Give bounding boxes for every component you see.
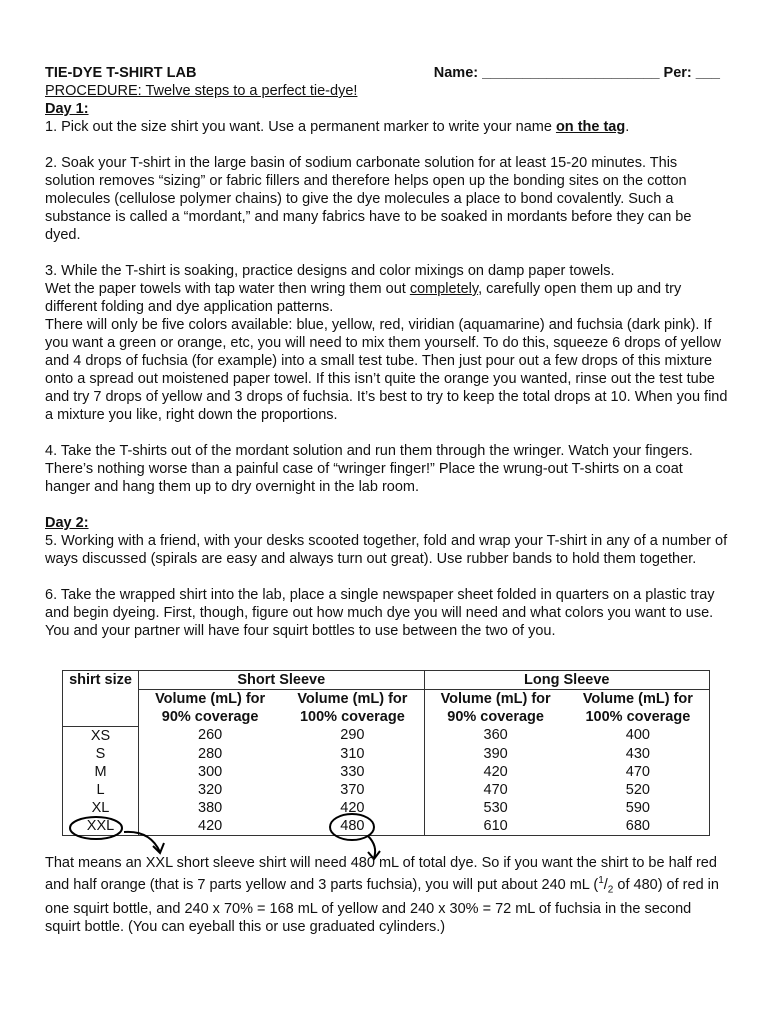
table-row: XXL 420 480 610 680 [63,817,710,836]
table-row: XS 260 290 360 400 [63,726,710,745]
step-3-intro: 3. While the T-shirt is soaking, practice designs and color mixings on damp paper towels. [45,263,615,279]
step-5: 5. Working with a friend, with your desks scooted together, fold and wrap your T-shirt in any of a number of ways discussed (spirals are easy and always turn out great). Use rubber bands to hold them together. [45,533,728,567]
step-3-towels: Wet the paper towels with tap water then wring them out completely, carefully open them up and try different folding and dye application patterns. [45,281,682,315]
step-3-colors: There will only be five colors available: blue, yellow, red, viridian (aquamarine) and fuchsia (dark pink). If you want a green or orange, etc, you will need to mix them yourself. To do this, squeeze 6 drops of yellow and 4 drops of fuchsia (for example) into a small test tube. Then just pour out a few drops of this mixture onto a spread out moistened paper towel. If this isn’t quite the orange you wanted, rinse out the test tube and try 7 drops of yellow and 3 drops of fuchsia. It’s best to try to keep the total drops at 10. When you find a mixture you like, right down the proportions. [45,317,728,423]
table-row: S 280 310 390 430 [63,745,710,763]
day2-heading: Day 2: [45,515,89,531]
step-2: 2. Soak your T-shirt in the large basin of sodium carbonate solution for at least 15-20 minutes. This solution removes “sizing” or fabric fillers and therefore helps open up the bonding sites on the cotton molecules (cellulose polymer chains) to give the dye molecules a place to bond covalently. Such a substance is called a “mordant,” and many fabrics have to be soaked in mordants before they can be dyed. [45,155,692,243]
short-sleeve-header: Short Sleeve [139,671,425,690]
lab-title: TIE-DYE T-SHIRT LAB [45,65,197,81]
document-body [45,64,730,640]
day1-heading: Day 1: [45,101,89,117]
table-row: M 300 330 420 470 [63,763,710,781]
dye-volume-table [62,670,710,836]
long-100-header: Volume (mL) for 100% coverage [567,690,710,727]
example-paragraph: That means an XXL short sleeve shirt will need 480 mL of total dye. So if you want the shirt to be half red and half orange (that is 7 parts yellow and 3 parts fuchsia), you will put about 240 mL ($^1/_2$ of 480) of red in one squirt bottle, and 240 x 70% = 168 mL of yellow and 240 x 30% = 72 mL of fuchsia in the second squirt bottle. (You can eyeball this or use graduated cylinders.) [45,855,719,935]
table-row: L 320 370 470 520 [63,781,710,799]
procedure-heading: PROCEDURE: Twelve steps to a perfect tie-dye! [45,83,358,99]
name-period-line: Name: ______________________ Per: ___ [433,65,720,81]
long-90-header: Volume (mL) for 90% coverage [440,691,551,725]
table-row: XL 380 420 530 590 [63,799,710,817]
short-90-header: Volume (mL) for 90% coverage [155,691,266,725]
step-1: 1. Pick out the size shirt you want. Use a permanent marker to write your name on the tag. [45,119,630,135]
step-4: 4. Take the T-shirts out of the mordant solution and run them through the wringer. Watch your fingers. There’s nothing worse than a painful case of “wringer finger!” Place the wrung-out T-shirts on a coat hanger and hang them up to dry overnight in the lab room. [45,443,693,495]
completely-emphasis: completely [409,281,479,297]
step-6: 6. Take the wrapped shirt into the lab, place a single newspaper sheet folded in quarters on a plastic tray and begin dyeing. First, though, figure out how much dye you will need and what colors you want to use. You and your partner will have four squirt bottles to use between the two of you. [45,587,715,639]
on-the-tag-emphasis: on the tag [555,119,626,135]
short-100-header: Volume (mL) for 100% coverage [281,690,424,727]
long-sleeve-header: Long Sleeve [424,671,710,690]
shirt-size-header: shirt size [63,671,139,727]
header [45,64,730,82]
